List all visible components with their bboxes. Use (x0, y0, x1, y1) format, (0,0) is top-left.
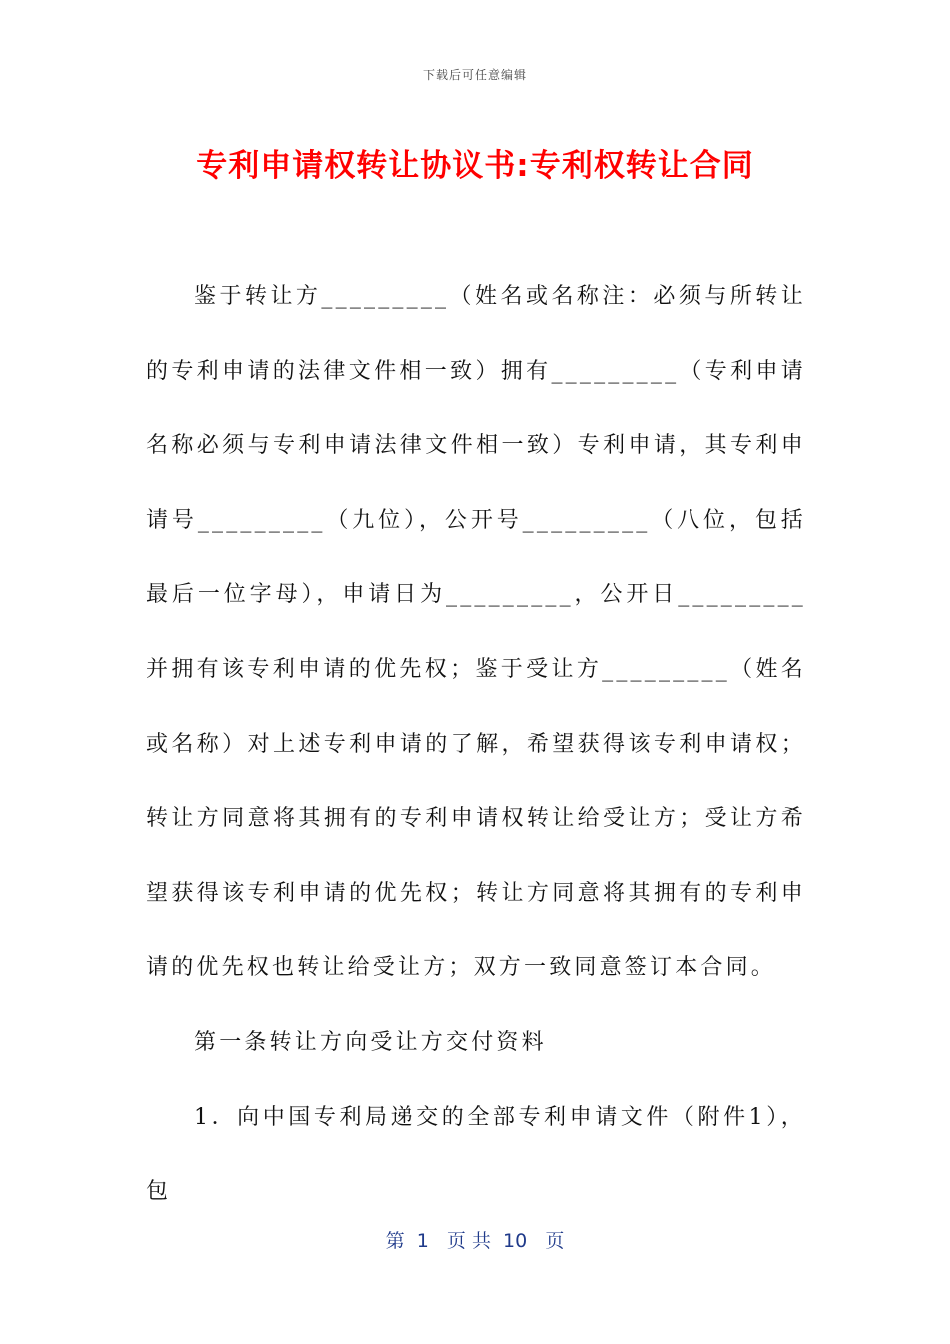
paragraph-item-1: 1．向中国专利局递交的全部专利申请文件（附件1），包 (146, 1104, 806, 1205)
header-note: 下载后可任意编辑 (422, 68, 527, 82)
document-body (146, 260, 806, 1230)
page-number-footer: 第 1 页 共 10 页 (385, 1230, 565, 1252)
paragraph-preamble: 鉴于转让方_________（姓名或名称注：必须与所转让的专利申请的法律文件相一致）拥有_________（专利申请名称必须与专利申请法律文件相一致）专利申请，其专利申请号_________（九位），公开号_________（八位，包括最后一位字母），申请日为_________，公开日_________并拥有该专利申请的优先权；鉴于受让方_________（姓名或名称）对上述专利申请的了解，希望获得该专利申请权；转让方同意将其拥有的专利申请权转让给受让方；受让方希望获得该专利申请的优先权；转让方同意将其拥有的专利申请的优先权也转让给受让方；双方一致同意签订本合同。 (146, 284, 806, 981)
document-title: 专利申请权转让协议书:专利权转让合同 (196, 148, 754, 184)
paragraph-article-1-heading: 第一条转让方向受让方交付资料 (194, 1029, 547, 1055)
